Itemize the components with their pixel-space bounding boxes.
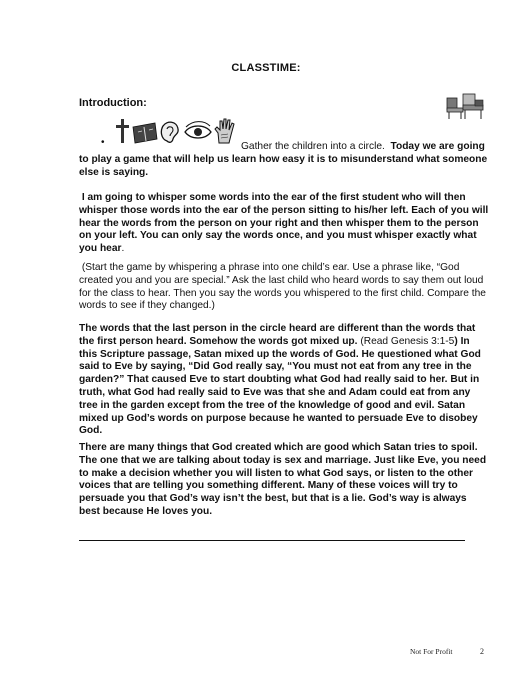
horizontal-rule [79, 540, 465, 541]
paragraph-5 [79, 442, 489, 519]
p3-text: (Start the game by whispering a phrase into one child’s ear. Use a phrase like, “God created you and you are special.” Ask the last child who heard words to say them out loud for the class to hear. Then you say the words you whispered to the first child. Compare the words to see if they changed.) [79, 262, 486, 312]
p2-bold-text: I am going to whisper some words into the ear of the first student who will then whisper those words into the ear of the person sitting to his/her left. Each of you will hear the words from the person on your right and then whisper them to the person on your left. You can only say the words once, and you must whisper exactly what you hear [79, 192, 489, 255]
paragraph-4 [79, 323, 489, 438]
bullet: • [101, 137, 105, 148]
paragraph-3 [79, 262, 489, 313]
p1-bold-text: Today we are going to play a game that will help us learn how easy it is to misunderstand what someone else is saying. [79, 141, 488, 178]
p2-period: . [121, 243, 125, 255]
cross-icon [116, 119, 129, 143]
bible-icon [133, 123, 157, 143]
p1-normal-text: Gather the children into a circle. [241, 141, 385, 152]
p4-bold-a: The words that the last person in the circle heard are different than the words that the first person heard. Somehow the words got mixed up. [79, 323, 476, 347]
p4-bold-b: ) In this Scripture passage, Satan mixed up the words of God. He questioned what God said to Eve by saying, “Did God really say, “You must not eat from any tree in the garden?” That caused Eve to start doubting what God had really said to her. But in truth, what God had really said to Eve was that she and Adam could eat from any tree in the garden except from the tree of the knowledge of good and evil. Satan mixed up God’s words on purpose because he wanted to persuade Eve to disobey God. [79, 335, 481, 437]
hand-icon [215, 119, 234, 143]
footer-text: Not For Profit [410, 647, 453, 656]
paragraph-2 [79, 192, 489, 256]
page-number: 2 [480, 647, 484, 656]
eye-icon [185, 122, 211, 138]
ear-icon [161, 122, 178, 142]
chairs-icon [445, 92, 487, 120]
page-title: CLASSTIME: [231, 62, 301, 74]
p4-scripture-ref: (Read Genesis 3:1-5 [360, 335, 455, 347]
p5-text: There are many things that God created which are good which Satan tries to spoil. The one that we are talking about today is sex and marriage. Just like Eve, you need to make a decision whether you will listen to what God says, or listen to the other voices that are telling you something different. Many of these voices will try to persuade you that God’s way isn’t the best, but that is a lie. God’s way is always best because He loves you. [79, 442, 487, 517]
paragraph-1 [79, 141, 489, 179]
section-heading: Introduction: [79, 97, 147, 109]
